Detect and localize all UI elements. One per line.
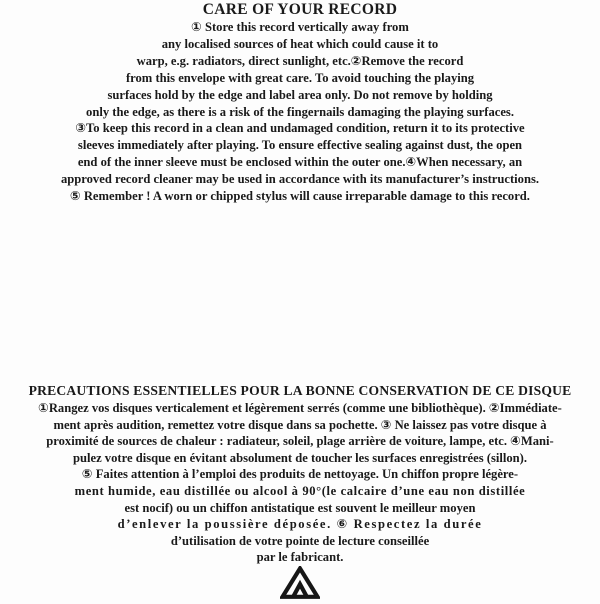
english-section-title: CARE OF YOUR RECORD bbox=[202, 1, 398, 18]
triangle-chevron-record-label-logo-icon bbox=[280, 586, 320, 603]
french-precaution-line: ⑤ Faites attention à l’emploi des produits de nettoyage. Un chiffon propre légère- bbox=[81, 467, 519, 482]
french-precaution-line: proximité de sources de chaleur : radiateur, soleil, plage arrière de voiture, lampe, etc. ④Mani- bbox=[46, 434, 554, 449]
english-care-line: ⑤ Remember ! A worn or chipped stylus will cause irreparable damage to this record. bbox=[70, 189, 530, 204]
french-precautions-section bbox=[0, 382, 600, 566]
french-precaution-line: par le fabricant. bbox=[256, 550, 344, 565]
english-care-line: any localised sources of heat which could cause it to bbox=[161, 36, 439, 51]
french-precaution-line: ①Rangez vos disques verticalement et légèrement serrés (comme une bibliothèque). ②Immédiate- bbox=[38, 401, 562, 415]
french-precaution-line: est nocif) ou un chiffon antistatique est souvent le meilleur moyen bbox=[124, 500, 476, 515]
english-care-line: only the edge, as there is a risk of the fingernails damaging the playing surfaces. bbox=[86, 104, 514, 119]
english-care-line: surfaces hold by the edge and label area only. Do not remove by holding bbox=[107, 87, 493, 102]
french-precaution-line: ment humide, eau distillée ou alcool à 90°(le calcaire d’une eau non distillée bbox=[74, 483, 526, 498]
french-precaution-line: d’enlever la poussière déposée. ⑥ Respectez la durée bbox=[117, 517, 483, 532]
english-care-line: ① Store this record vertically away from bbox=[191, 20, 409, 34]
english-care-line: end of the inner sleeve must be enclosed within the outer one.④When necessary, an bbox=[77, 155, 523, 170]
french-precaution-line: ment après audition, remettez votre disque dans sa pochette. ③ Ne laissez pas votre disque à bbox=[53, 417, 547, 432]
english-care-line: ③To keep this record in a clean and undamaged condition, return it to its protective bbox=[75, 121, 525, 136]
french-section-title: PRECAUTIONS ESSENTIELLES POUR LA BONNE CONSERVATION DE CE DISQUE bbox=[28, 383, 572, 398]
french-precaution-line: d’utilisation de votre pointe de lecture conseillée bbox=[170, 533, 430, 548]
french-precaution-line: pulez votre disque en évitant absolument de toucher les surfaces enregistrées (sillon). bbox=[72, 450, 528, 465]
record-label-logo bbox=[0, 566, 600, 604]
english-care-line: warp, e.g. radiators, direct sunlight, etc.②Remove the record bbox=[136, 53, 464, 68]
english-care-line: from this envelope with great care. To avoid touching the playing bbox=[125, 70, 475, 85]
english-care-line: sleeves immediately after playing. To ensure effective sealing against dust, the open bbox=[77, 138, 523, 153]
english-care-section bbox=[0, 1, 600, 205]
english-care-line: approved record cleaner may be used in accordance with its manufacturer’s instructions. bbox=[60, 172, 540, 187]
